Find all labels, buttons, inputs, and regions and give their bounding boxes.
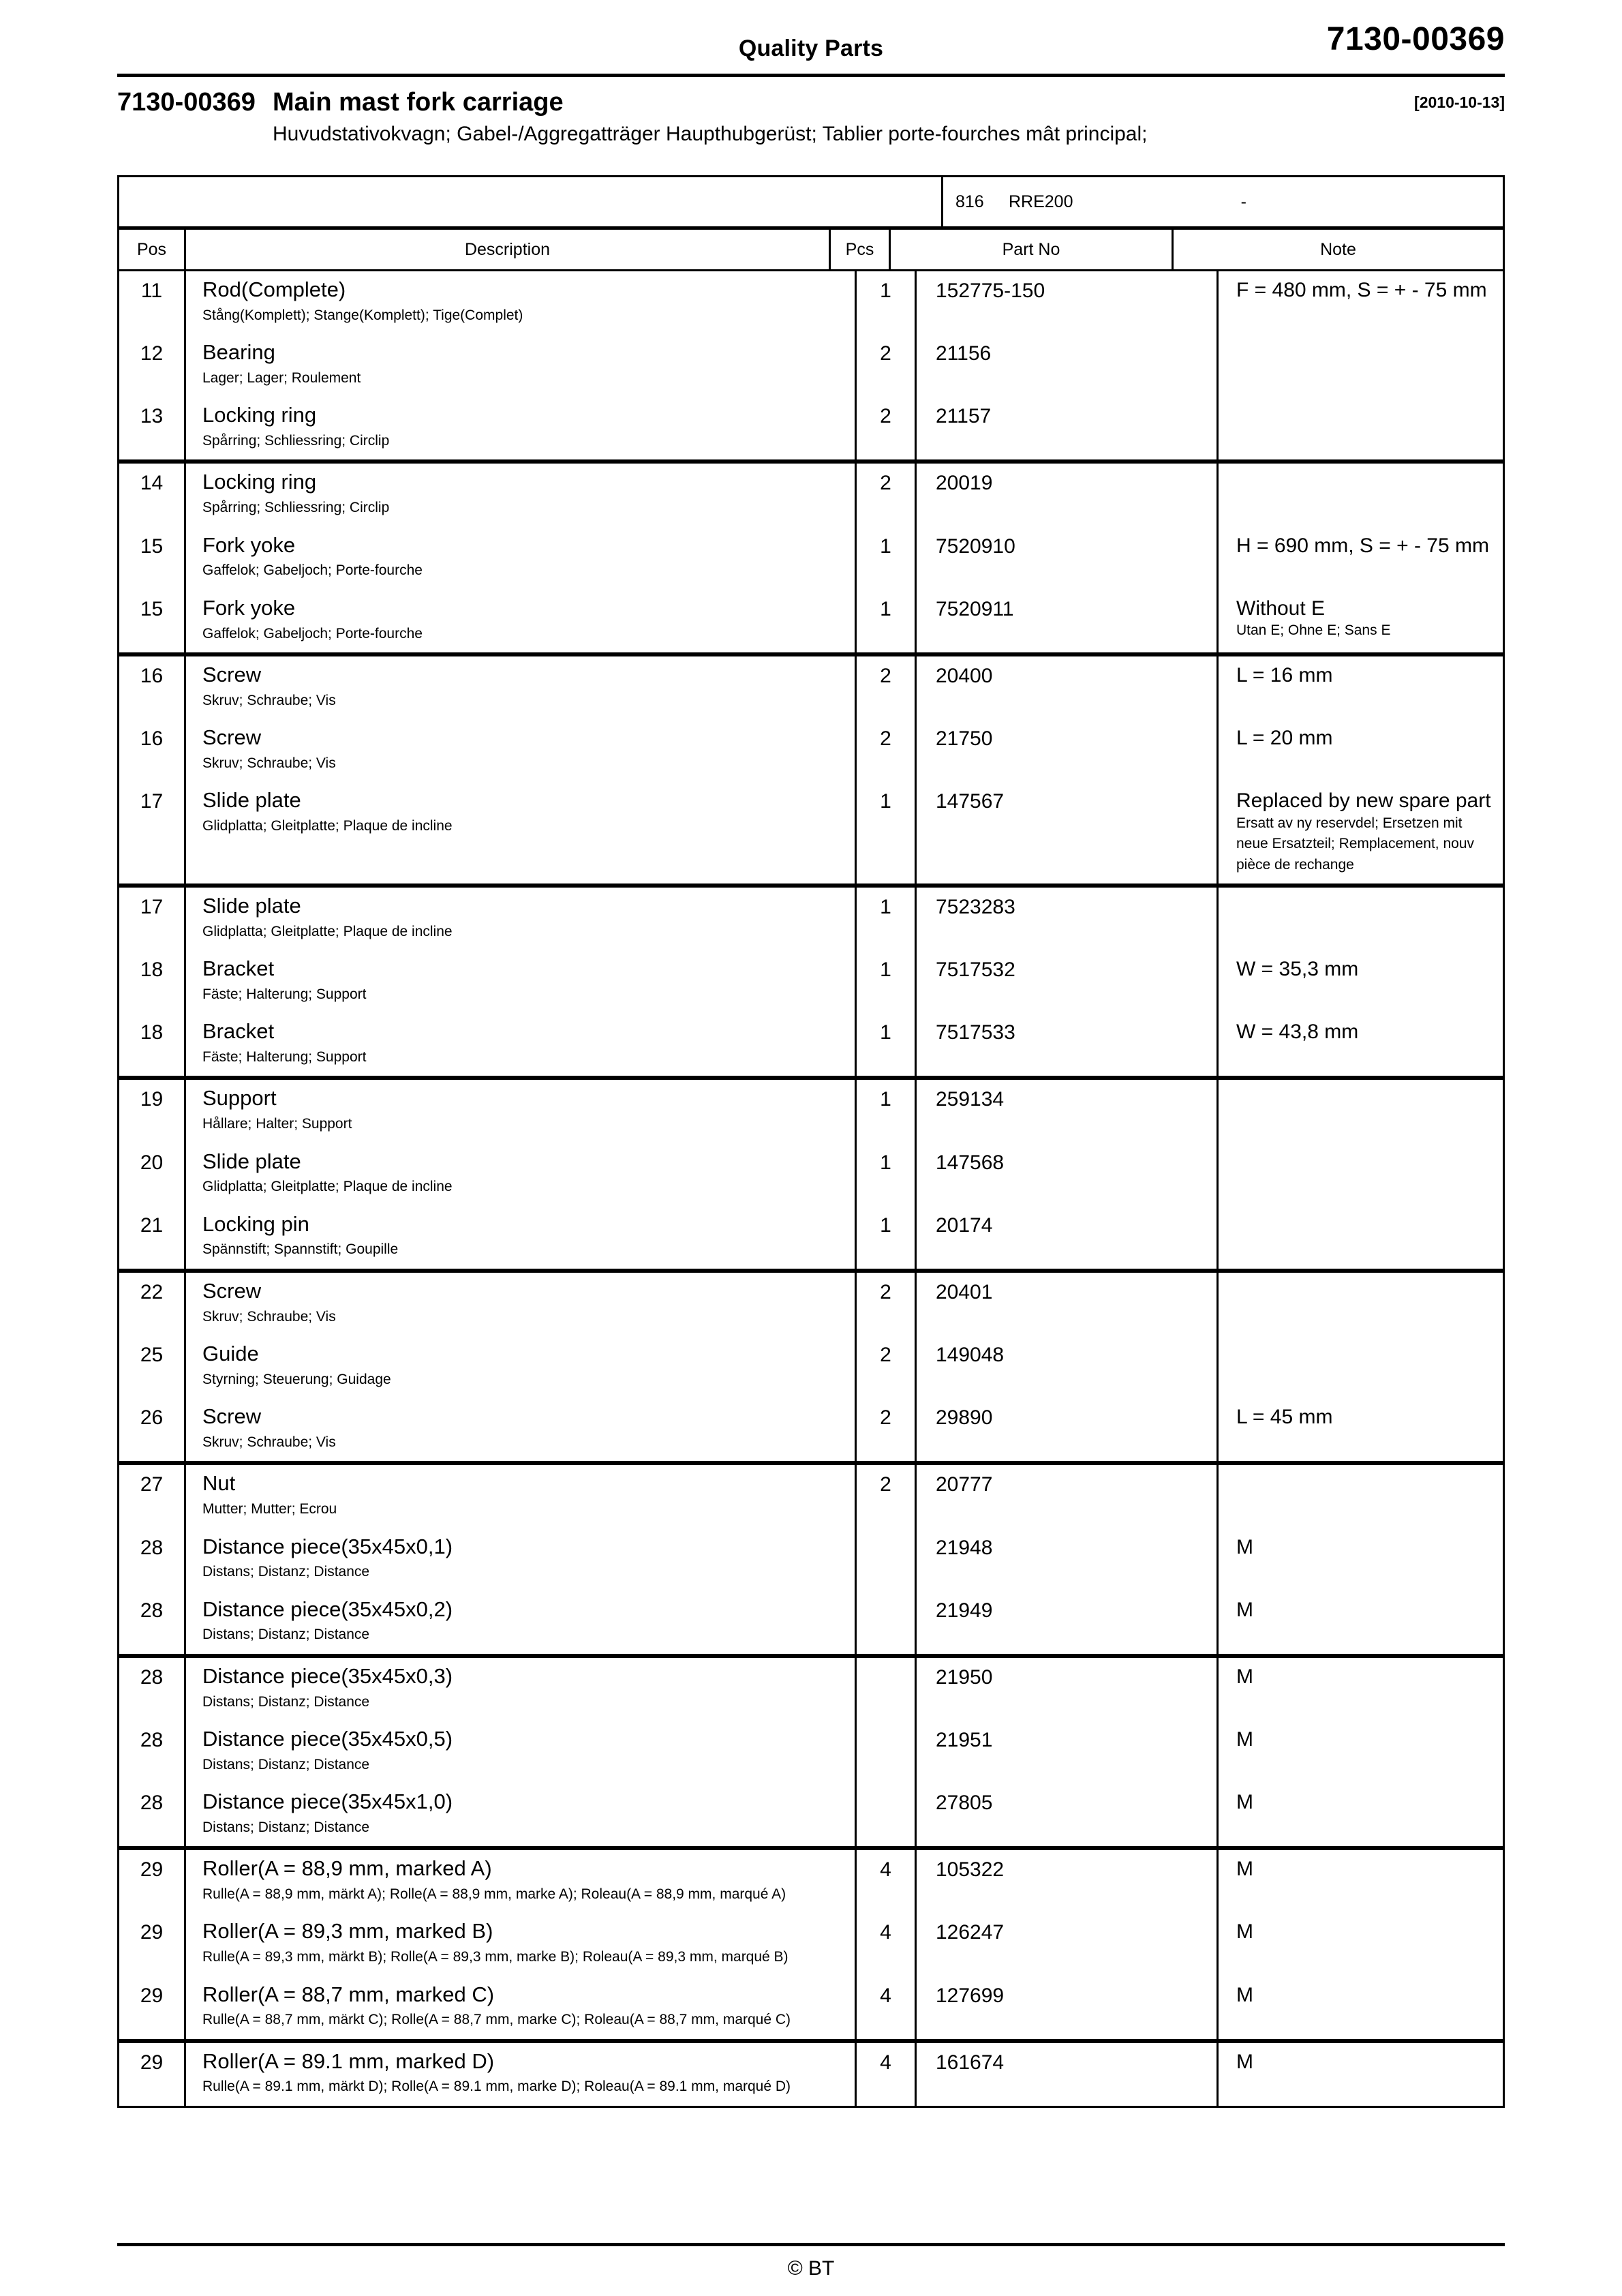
cell-pcs: 2 — [857, 719, 917, 782]
cell-description — [186, 464, 857, 526]
document-page — [117, 0, 1505, 2296]
table-row-group — [119, 883, 1503, 1076]
cell-description — [186, 719, 857, 782]
cell-pcs — [857, 1528, 917, 1591]
column-header-pos: Pos — [119, 230, 186, 269]
cell-description — [186, 1465, 857, 1528]
table-row — [119, 1013, 1503, 1076]
table-row — [119, 1591, 1503, 1654]
table-row-group — [119, 271, 1503, 459]
note-translations: Ersatt av ny reservdel; Ersetzen mit neue Ersatzteil; Remplacement, nouv pièce de rechange — [1236, 815, 1475, 873]
cell-description — [186, 271, 857, 334]
cell-pos: 17 — [119, 782, 186, 883]
description-translations: Distans; Distanz; Distance — [202, 1627, 370, 1643]
cell-note — [1219, 950, 1503, 1013]
cell-pcs: 2 — [857, 334, 917, 397]
cell-pcs: 1 — [857, 271, 917, 334]
description-translations: Styrning; Steuerung; Guidage — [202, 1371, 391, 1387]
cell-note — [1219, 397, 1503, 459]
table-row — [119, 527, 1503, 590]
note-main: M — [1236, 1920, 1253, 1944]
cell-pcs: 2 — [857, 656, 917, 719]
title-subtitle-translations: Huvudstativokvagn; Gabel-/Aggregatträger Haupthubgerüst; Tablier porte-fourches mât principal; — [273, 123, 1148, 145]
cell-description — [186, 1850, 857, 1913]
cell-description — [186, 1398, 857, 1461]
description-main: Distance piece(35x45x0,5) — [202, 1726, 453, 1751]
cell-pcs — [857, 1658, 917, 1721]
table-row — [119, 1080, 1503, 1143]
cell-pos: 13 — [119, 397, 186, 459]
note-main: Without E — [1236, 596, 1326, 620]
cell-pos: 26 — [119, 1398, 186, 1461]
table-row — [119, 719, 1503, 782]
cell-description — [186, 1080, 857, 1143]
cell-description — [186, 1591, 857, 1654]
table-row — [119, 1398, 1503, 1461]
cell-part-no: 259134 — [917, 1080, 1219, 1143]
table-row-group — [119, 459, 1503, 652]
cell-note — [1219, 1465, 1503, 1528]
cell-part-no: 20019 — [917, 464, 1219, 526]
table-row — [119, 2043, 1503, 2106]
table-row — [119, 1850, 1503, 1913]
description-main: Screw — [202, 662, 262, 686]
cell-part-no: 20777 — [917, 1465, 1219, 1528]
table-row — [119, 656, 1503, 719]
description-main: Slide plate — [202, 788, 301, 813]
cell-note — [1219, 1528, 1503, 1591]
cell-pos: 28 — [119, 1658, 186, 1721]
title-number: 7130-00369 — [117, 88, 256, 117]
model-band — [119, 177, 1503, 230]
cell-note — [1219, 1335, 1503, 1398]
description-main: Fork yoke — [202, 532, 296, 557]
cell-note — [1219, 1013, 1503, 1076]
note-translations: Utan E; Ohne E; Sans E — [1236, 622, 1391, 639]
column-header-pcs: Pcs — [831, 230, 891, 269]
footer-copyright: © BT — [787, 2257, 835, 2280]
description-translations: Spårring; Schliessring; Circlip — [202, 500, 390, 516]
description-translations: Spårring; Schliessring; Circlip — [202, 433, 390, 449]
cell-note — [1219, 1591, 1503, 1654]
table-row — [119, 590, 1503, 652]
note-main: L = 45 mm — [1236, 1406, 1333, 1429]
page-header-doc-number: 7130-00369 — [1326, 21, 1505, 57]
cell-pos: 15 — [119, 590, 186, 652]
note-main: Replaced by new spare part — [1236, 789, 1491, 813]
cell-part-no: 21750 — [917, 719, 1219, 782]
description-translations: Rulle(A = 88,7 mm, märkt C); Rolle(A = 88,7 mm, marke C); Roleau(A = 88,7 mm, marqué C) — [202, 2012, 791, 2028]
cell-pcs: 4 — [857, 1976, 917, 2039]
table-row — [119, 1721, 1503, 1783]
table-row — [119, 1658, 1503, 1721]
note-main: M — [1236, 1727, 1253, 1751]
table-row — [119, 1783, 1503, 1846]
cell-description — [186, 1976, 857, 2039]
cell-pcs: 1 — [857, 782, 917, 883]
cell-pos: 15 — [119, 527, 186, 590]
description-main: Locking ring — [202, 470, 317, 494]
description-main: Slide plate — [202, 893, 301, 918]
table-row — [119, 888, 1503, 950]
cell-description — [186, 397, 857, 459]
cell-part-no: 161674 — [917, 2043, 1219, 2106]
page-header-title: Quality Parts — [738, 35, 884, 61]
cell-description — [186, 1658, 857, 1721]
description-main: Bearing — [202, 340, 275, 365]
cell-note — [1219, 1273, 1503, 1335]
description-translations: Rulle(A = 88,9 mm, märkt A); Rolle(A = 88,9 mm, marke A); Roleau(A = 88,9 mm, marqué A) — [202, 1886, 786, 1903]
table-row — [119, 1913, 1503, 1976]
table-row — [119, 464, 1503, 526]
cell-note — [1219, 1143, 1503, 1206]
description-translations: Distans; Distanz; Distance — [202, 1564, 370, 1580]
table-row — [119, 271, 1503, 334]
model-variant: - — [1240, 192, 1246, 211]
cell-part-no: 29890 — [917, 1398, 1219, 1461]
cell-pcs — [857, 1591, 917, 1654]
revision-date: [2010-10-13] — [1414, 93, 1505, 111]
cell-note — [1219, 719, 1503, 782]
table-row — [119, 1143, 1503, 1206]
note-main: M — [1236, 1983, 1253, 2006]
description-main: Locking pin — [202, 1211, 309, 1236]
cell-note — [1219, 334, 1503, 397]
cell-note — [1219, 888, 1503, 950]
cell-pcs: 1 — [857, 888, 917, 950]
cell-description — [186, 1913, 857, 1976]
description-translations: Skruv; Schraube; Vis — [202, 1308, 336, 1325]
table-row-group — [119, 2039, 1503, 2106]
description-main: Slide plate — [202, 1149, 301, 1173]
cell-pcs: 1 — [857, 1013, 917, 1076]
description-main: Rod(Complete) — [202, 277, 346, 301]
description-main: Bracket — [202, 1019, 275, 1044]
cell-note — [1219, 1850, 1503, 1913]
note-main: L = 16 mm — [1236, 663, 1333, 686]
cell-note — [1219, 1721, 1503, 1783]
table-row — [119, 1976, 1503, 2039]
note-main: M — [1236, 1598, 1253, 1621]
description-translations: Hållare; Halter; Support — [202, 1116, 352, 1132]
cell-pcs: 1 — [857, 1206, 917, 1269]
cell-pcs — [857, 1783, 917, 1846]
cell-part-no: 7517533 — [917, 1013, 1219, 1076]
cell-description — [186, 1143, 857, 1206]
cell-pcs: 1 — [857, 1080, 917, 1143]
cell-part-no: 105322 — [917, 1850, 1219, 1913]
note-main: L = 20 mm — [1236, 727, 1333, 750]
description-translations: Stång(Komplett); Stange(Komplett); Tige(Complet) — [202, 307, 523, 323]
cell-pcs: 2 — [857, 397, 917, 459]
description-main: Distance piece(35x45x1,0) — [202, 1789, 453, 1814]
cell-pcs: 1 — [857, 590, 917, 652]
cell-part-no: 21949 — [917, 1591, 1219, 1654]
cell-part-no: 7523283 — [917, 888, 1219, 950]
column-header-description: Description — [186, 230, 831, 269]
cell-part-no: 7517532 — [917, 950, 1219, 1013]
description-main: Roller(A = 89.1 mm, marked D) — [202, 2049, 495, 2073]
cell-part-no: 21950 — [917, 1658, 1219, 1721]
description-main: Screw — [202, 1278, 262, 1303]
cell-note — [1219, 1658, 1503, 1721]
cell-part-no: 7520911 — [917, 590, 1219, 652]
table-row — [119, 782, 1503, 883]
description-translations: Spännstift; Spannstift; Goupille — [202, 1241, 399, 1258]
description-main: Screw — [202, 725, 262, 750]
description-translations: Lager; Lager; Roulement — [202, 369, 361, 386]
cell-pos: 29 — [119, 1850, 186, 1913]
cell-pcs: 1 — [857, 1143, 917, 1206]
description-translations: Skruv; Schraube; Vis — [202, 755, 336, 771]
description-main: Nut — [202, 1471, 236, 1496]
cell-description — [186, 1206, 857, 1269]
note-main: M — [1236, 1665, 1253, 1688]
cell-part-no: 20401 — [917, 1273, 1219, 1335]
description-translations: Rulle(A = 89.1 mm, märkt D); Rolle(A = 89.1 mm, marke D); Roleau(A = 89.1 mm, marqué D) — [202, 2079, 791, 2095]
description-translations: Distans; Distanz; Distance — [202, 1693, 370, 1710]
cell-pcs: 2 — [857, 1465, 917, 1528]
description-main: Distance piece(35x45x0,1) — [202, 1534, 453, 1558]
cell-description — [186, 1721, 857, 1783]
cell-pos: 28 — [119, 1528, 186, 1591]
parts-table — [117, 175, 1505, 2108]
note-main: W = 43,8 mm — [1236, 1021, 1359, 1044]
cell-pos: 12 — [119, 334, 186, 397]
table-row-group — [119, 1076, 1503, 1268]
table-row — [119, 334, 1503, 397]
description-main: Screw — [202, 1404, 262, 1429]
description-main: Distance piece(35x45x0,3) — [202, 1663, 453, 1688]
cell-description — [186, 656, 857, 719]
description-translations: Glidplatta; Gleitplatte; Plaque de incline — [202, 1179, 453, 1195]
cell-description — [186, 950, 857, 1013]
table-header-row — [119, 230, 1503, 271]
footer-divider — [117, 2243, 1505, 2246]
cell-pcs: 4 — [857, 1850, 917, 1913]
note-main: M — [1236, 2050, 1253, 2073]
cell-pos: 14 — [119, 464, 186, 526]
cell-note — [1219, 1976, 1503, 2039]
table-row — [119, 950, 1503, 1013]
cell-pcs: 1 — [857, 950, 917, 1013]
description-main: Distance piece(35x45x0,2) — [202, 1597, 453, 1621]
table-body — [119, 271, 1503, 2106]
cell-part-no: 147568 — [917, 1143, 1219, 1206]
description-translations: Fäste; Halterung; Support — [202, 1048, 367, 1065]
description-translations: Skruv; Schraube; Vis — [202, 692, 336, 708]
cell-part-no: 20174 — [917, 1206, 1219, 1269]
cell-pos: 29 — [119, 2043, 186, 2106]
description-main: Support — [202, 1086, 277, 1111]
cell-description — [186, 590, 857, 652]
description-main: Roller(A = 88,7 mm, marked C) — [202, 1982, 495, 2006]
cell-pos: 18 — [119, 950, 186, 1013]
cell-part-no: 126247 — [917, 1913, 1219, 1976]
cell-part-no: 27805 — [917, 1783, 1219, 1846]
cell-pos: 21 — [119, 1206, 186, 1269]
cell-note — [1219, 464, 1503, 526]
description-translations: Gaffelok; Gabeljoch; Porte-fourche — [202, 625, 423, 641]
description-main: Guide — [202, 1342, 259, 1366]
cell-pos: 11 — [119, 271, 186, 334]
cell-note — [1219, 1080, 1503, 1143]
cell-note — [1219, 1913, 1503, 1976]
description-translations: Rulle(A = 89,3 mm, märkt B); Rolle(A = 89,3 mm, marke B); Roleau(A = 89,3 mm, marqué B) — [202, 1949, 789, 1965]
table-row — [119, 1465, 1503, 1528]
description-translations: Distans; Distanz; Distance — [202, 1756, 370, 1772]
cell-description — [186, 527, 857, 590]
note-main: M — [1236, 1858, 1253, 1881]
table-row-group — [119, 1461, 1503, 1653]
cell-description — [186, 1783, 857, 1846]
note-main: M — [1236, 1791, 1253, 1814]
table-row — [119, 1273, 1503, 1335]
table-row — [119, 1335, 1503, 1398]
cell-pcs: 2 — [857, 1398, 917, 1461]
cell-pos: 28 — [119, 1721, 186, 1783]
description-translations: Distans; Distanz; Distance — [202, 1819, 370, 1835]
cell-note — [1219, 2043, 1503, 2106]
cell-description — [186, 782, 857, 883]
cell-part-no: 21951 — [917, 1721, 1219, 1783]
table-row-group — [119, 1846, 1503, 2038]
column-header-part-no: Part No — [891, 230, 1174, 269]
description-main: Roller(A = 89,3 mm, marked B) — [202, 1919, 493, 1944]
cell-note — [1219, 782, 1503, 883]
note-main: H = 690 mm, S = + - 75 mm — [1236, 534, 1489, 557]
cell-pos: 18 — [119, 1013, 186, 1076]
cell-pcs: 2 — [857, 1335, 917, 1398]
cell-note — [1219, 527, 1503, 590]
table-row — [119, 1528, 1503, 1591]
note-main: W = 35,3 mm — [1236, 958, 1359, 981]
note-main: M — [1236, 1535, 1253, 1558]
note-main: F = 480 mm, S = + - 75 mm — [1236, 279, 1487, 301]
title-block — [117, 77, 1505, 163]
cell-note — [1219, 590, 1503, 652]
cell-pos: 22 — [119, 1273, 186, 1335]
description-main: Fork yoke — [202, 595, 296, 620]
cell-description — [186, 2043, 857, 2106]
cell-note — [1219, 1783, 1503, 1846]
cell-description — [186, 334, 857, 397]
cell-pcs — [857, 1721, 917, 1783]
cell-pcs: 4 — [857, 1913, 917, 1976]
cell-description — [186, 1273, 857, 1335]
model-code: 816 — [955, 192, 984, 211]
cell-pos: 27 — [119, 1465, 186, 1528]
cell-pos: 28 — [119, 1591, 186, 1654]
cell-pos: 16 — [119, 656, 186, 719]
description-translations: Mutter; Mutter; Ecrou — [202, 1501, 337, 1517]
model-band-content — [943, 177, 1503, 226]
description-main: Locking ring — [202, 403, 317, 427]
cell-part-no: 149048 — [917, 1335, 1219, 1398]
cell-note — [1219, 1206, 1503, 1269]
cell-pos: 17 — [119, 888, 186, 950]
cell-part-no: 147567 — [917, 782, 1219, 883]
cell-pcs: 2 — [857, 1273, 917, 1335]
cell-note — [1219, 656, 1503, 719]
model-band-spacer — [119, 177, 943, 226]
table-row — [119, 1206, 1503, 1269]
cell-pcs: 1 — [857, 527, 917, 590]
cell-pos: 29 — [119, 1976, 186, 2039]
cell-note — [1219, 271, 1503, 334]
cell-pos: 19 — [119, 1080, 186, 1143]
cell-part-no: 127699 — [917, 1976, 1219, 2039]
cell-part-no: 21157 — [917, 397, 1219, 459]
cell-pos: 28 — [119, 1783, 186, 1846]
cell-pos: 20 — [119, 1143, 186, 1206]
cell-pos: 16 — [119, 719, 186, 782]
column-header-note: Note — [1320, 239, 1356, 259]
cell-part-no: 21156 — [917, 334, 1219, 397]
page-header — [117, 0, 1505, 74]
page-footer — [117, 2243, 1505, 2280]
cell-note — [1219, 1398, 1503, 1461]
description-translations: Fäste; Halterung; Support — [202, 986, 367, 1002]
description-translations: Skruv; Schraube; Vis — [202, 1434, 336, 1450]
cell-description — [186, 888, 857, 950]
cell-part-no: 20400 — [917, 656, 1219, 719]
table-row-group — [119, 1269, 1503, 1461]
model-name: RRE200 — [1009, 192, 1073, 211]
description-main: Roller(A = 88,9 mm, marked A) — [202, 1856, 492, 1881]
cell-description — [186, 1335, 857, 1398]
table-row-group — [119, 1654, 1503, 1846]
description-translations: Glidplatta; Gleitplatte; Plaque de incline — [202, 923, 453, 939]
cell-part-no: 7520910 — [917, 527, 1219, 590]
cell-pcs: 2 — [857, 464, 917, 526]
description-translations: Gaffelok; Gabeljoch; Porte-fourche — [202, 562, 423, 579]
table-row — [119, 397, 1503, 459]
cell-description — [186, 1528, 857, 1591]
page-title: Main mast fork carriage — [273, 88, 564, 117]
cell-description — [186, 1013, 857, 1076]
description-main: Bracket — [202, 956, 275, 981]
description-translations: Glidplatta; Gleitplatte; Plaque de incline — [202, 817, 453, 834]
cell-pos: 29 — [119, 1913, 186, 1976]
table-row-group — [119, 652, 1503, 883]
cell-pcs: 4 — [857, 2043, 917, 2106]
cell-part-no: 21948 — [917, 1528, 1219, 1591]
cell-part-no: 152775-150 — [917, 271, 1219, 334]
cell-pos: 25 — [119, 1335, 186, 1398]
